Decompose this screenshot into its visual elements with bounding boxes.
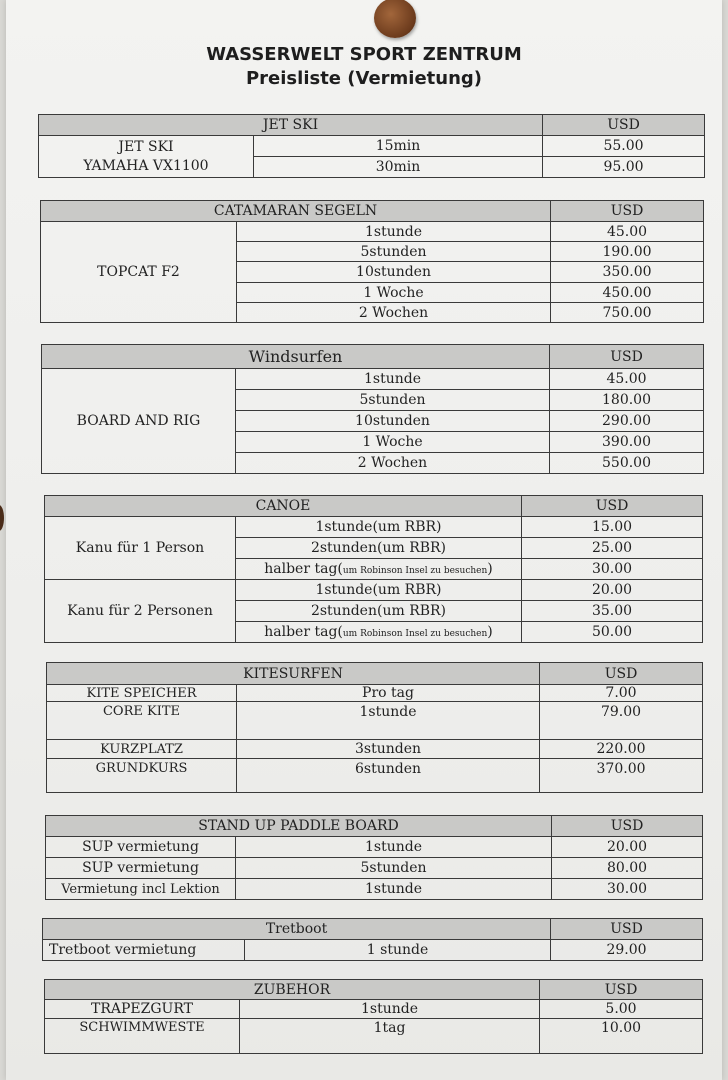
price-cell: 220.00 <box>540 740 703 759</box>
duration-cell: 15min <box>254 136 543 157</box>
price-cell: 55.00 <box>543 136 705 157</box>
kite-item: CORE KITE <box>47 702 237 740</box>
zubehor-heading: ZUBEHOR <box>45 980 540 1000</box>
half-day-label: halber tag( <box>264 624 343 640</box>
sup-item: SUP vermietung <box>46 858 236 879</box>
catamaran-table <box>40 200 704 323</box>
canoe-table <box>44 495 703 643</box>
price-cell: 25.00 <box>522 538 703 559</box>
duration-cell: 6stunden <box>237 759 540 793</box>
jetski-heading: JET SKI <box>39 115 543 136</box>
duration-cell: 1stunde <box>236 879 552 900</box>
duration-cell: 1 Woche <box>237 283 551 303</box>
windsurfen-heading: Windsurfen <box>42 345 550 369</box>
currency-label: USD <box>540 663 703 685</box>
windsurfen-item: BOARD AND RIG <box>42 369 236 474</box>
price-cell: 20.00 <box>552 837 703 858</box>
tretboot-table <box>42 918 703 961</box>
duration-cell: 5stunden <box>237 242 551 262</box>
tretboot-heading: Tretboot <box>43 919 551 940</box>
duration-cell: 1stunde(um RBR) <box>236 580 522 601</box>
currency-label: USD <box>550 345 704 369</box>
duration-cell: 5stunden <box>236 858 552 879</box>
price-cell: 290.00 <box>550 411 704 432</box>
sup-item: SUP vermietung <box>46 837 236 858</box>
price-cell: 450.00 <box>551 283 704 303</box>
duration-cell: 3stunden <box>237 740 540 759</box>
duration-cell: 2stunden(um RBR) <box>236 538 522 559</box>
half-day-note: um Robinson Insel zu besuchen <box>342 629 488 639</box>
jetski-table <box>38 114 705 178</box>
duration-cell: 1stunde <box>237 702 540 740</box>
half-day-close: ) <box>487 561 493 577</box>
price-cell: 80.00 <box>552 858 703 879</box>
windsurfen-table <box>41 344 704 474</box>
duration-cell: 10stunden <box>236 411 550 432</box>
price-cell: 390.00 <box>550 432 704 453</box>
duration-cell: 1tag <box>240 1019 540 1054</box>
half-day-cell <box>236 559 522 580</box>
duration-cell: 1stunde <box>236 837 552 858</box>
canoe-group-1: Kanu für 1 Person <box>45 517 236 580</box>
kitesurfen-heading: KITESURFEN <box>47 663 540 685</box>
pushpin-edge-icon <box>0 505 4 531</box>
canoe-heading: CANOE <box>45 496 522 517</box>
kite-item: KITE SPEICHER <box>47 685 237 702</box>
page-subtitle: Preisliste (Vermietung) <box>245 68 483 89</box>
price-cell: 750.00 <box>551 303 704 323</box>
price-cell: 20.00 <box>522 580 703 601</box>
duration-cell: 2 Wochen <box>237 303 551 323</box>
half-day-cell <box>236 622 522 643</box>
duration-cell: 1 stunde <box>245 940 551 961</box>
half-day-close: ) <box>487 624 493 640</box>
kite-item: KURZPLATZ <box>47 740 237 759</box>
currency-label: USD <box>540 980 703 1000</box>
duration-cell: 1 Woche <box>236 432 550 453</box>
half-day-label: halber tag( <box>264 561 343 577</box>
currency-label: USD <box>543 115 705 136</box>
sup-item: Vermietung incl Lektion <box>46 879 236 900</box>
jetski-item-line1: JET SKI <box>118 139 174 156</box>
duration-cell: 10stunden <box>237 262 551 283</box>
price-cell: 29.00 <box>551 940 703 961</box>
jetski-item <box>39 136 254 178</box>
price-cell: 35.00 <box>522 601 703 622</box>
price-cell: 10.00 <box>540 1019 703 1054</box>
price-cell: 7.00 <box>540 685 703 702</box>
zubehor-table <box>44 979 703 1054</box>
price-cell: 190.00 <box>551 242 704 262</box>
currency-label: USD <box>552 816 703 837</box>
currency-label: USD <box>551 201 704 222</box>
price-cell: 45.00 <box>551 222 704 242</box>
duration-cell: 2stunden(um RBR) <box>236 601 522 622</box>
page-title: WASSERWELT SPORT ZENTRUM <box>206 44 522 65</box>
catamaran-heading: CATAMARAN SEGELN <box>41 201 551 222</box>
half-day-note: um Robinson Insel zu besuchen <box>342 566 488 576</box>
price-cell: 180.00 <box>550 390 704 411</box>
price-cell: 45.00 <box>550 369 704 390</box>
sup-table <box>45 815 703 900</box>
duration-cell: 1stunde <box>237 222 551 242</box>
zubehor-item: TRAPEZGURT <box>45 1000 240 1019</box>
catamaran-item: TOPCAT F2 <box>41 222 237 323</box>
duration-cell: 2 Wochen <box>236 453 550 474</box>
duration-cell: 5stunden <box>236 390 550 411</box>
tretboot-item: Tretboot vermietung <box>43 940 245 961</box>
price-cell: 95.00 <box>543 157 705 178</box>
duration-cell: 1stunde <box>240 1000 540 1019</box>
currency-label: USD <box>551 919 703 940</box>
zubehor-item: SCHWIMMWESTE <box>45 1019 240 1054</box>
price-cell: 5.00 <box>540 1000 703 1019</box>
price-cell: 370.00 <box>540 759 703 793</box>
price-cell: 550.00 <box>550 453 704 474</box>
currency-label: USD <box>522 496 703 517</box>
sup-heading: STAND UP PADDLE BOARD <box>46 816 552 837</box>
kitesurfen-table <box>46 662 703 793</box>
duration-cell: 1stunde <box>236 369 550 390</box>
duration-cell: 30min <box>254 157 543 178</box>
price-cell: 30.00 <box>552 879 703 900</box>
duration-cell: Pro tag <box>237 685 540 702</box>
price-cell: 15.00 <box>522 517 703 538</box>
canoe-group-2: Kanu für 2 Personen <box>45 580 236 643</box>
duration-cell: 1stunde(um RBR) <box>236 517 522 538</box>
price-cell: 50.00 <box>522 622 703 643</box>
kite-item: GRUNDKURS <box>47 759 237 793</box>
price-cell: 30.00 <box>522 559 703 580</box>
jetski-item-line2: YAMAHA VX1100 <box>83 157 209 174</box>
price-cell: 79.00 <box>540 702 703 740</box>
price-cell: 350.00 <box>551 262 704 283</box>
